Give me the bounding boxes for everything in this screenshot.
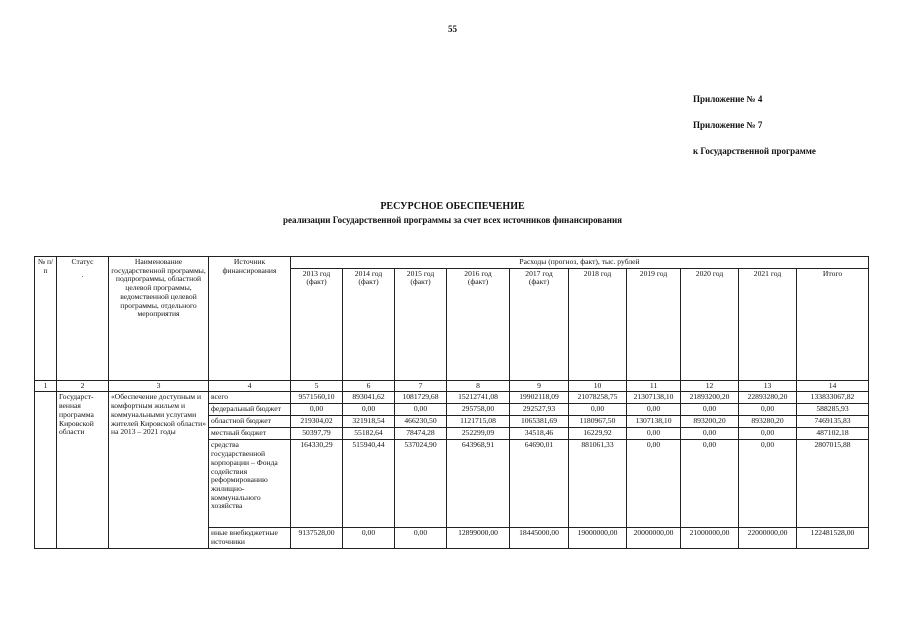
value-cell: 0,00 [343,404,395,416]
header-year-label: 2017 год [525,268,553,278]
value-cell: 164330,29 [291,440,343,528]
header-name: Наименование государственной программы, подпрограммы, областной целевой программы, ведомственной целевой программы, отдельного мероприятия [109,257,209,381]
source-cell: всего [209,392,291,404]
value-cell: 1081729,68 [395,392,447,404]
column-number: 13 [739,380,797,392]
column-number: 11 [627,380,681,392]
row-number-cell [35,392,57,548]
value-cell: 55182,64 [343,428,395,440]
value-cell: 1121715,08 [447,416,510,428]
value-cell: 9137528,00 [291,528,343,548]
appendix-line-2: Приложение № 7 [693,120,763,130]
value-cell: 321918,54 [343,416,395,428]
value-cell: 78474,28 [395,428,447,440]
header-year [627,268,681,380]
column-number: 14 [797,380,869,392]
value-cell: 487102,18 [797,428,869,440]
value-cell: 893280,20 [739,416,797,428]
header-row-top [35,257,869,269]
value-cell: 537024,90 [395,440,447,528]
value-cell: 0,00 [681,440,739,528]
value-cell: 0,00 [739,440,797,528]
column-number: 12 [681,380,739,392]
column-number-row [35,380,869,392]
header-year [510,268,569,380]
value-cell: 34518,46 [510,428,569,440]
value-cell: 7469135,83 [797,416,869,428]
value-cell: 1180967,50 [569,416,627,428]
appendix-line-3: к Государственной программе [693,146,816,156]
value-cell: 0,00 [739,428,797,440]
value-cell: 643968,91 [447,440,510,528]
value-cell: 21000000,00 [681,528,739,548]
document-title: РЕСУРСНОЕ ОБЕСПЕЧЕНИЕ [380,201,525,212]
header-source: Источник финансирования [209,257,291,381]
value-cell: 0,00 [343,528,395,548]
program-name-cell: «Обеспечение доступным и комфортным жильем и коммунальными услугами жителей Кировской области» на 2013 – 2021 годы [109,392,209,548]
resource-table [34,256,869,549]
value-cell: 0,00 [739,404,797,416]
column-number: 8 [447,380,510,392]
value-cell: 0,00 [681,428,739,440]
header-year-label: 2021 год [753,268,782,278]
value-cell: 219304,02 [291,416,343,428]
value-cell: 0,00 [569,404,627,416]
header-year-label: 2020 год [695,268,724,278]
column-number: 6 [343,380,395,392]
value-cell: 19902118,09 [510,392,569,404]
source-cell: федеральный бюджет [209,404,291,416]
header-year-label: 2014 год [354,268,383,278]
column-number: 2 [57,380,109,392]
header-year-note: (факт) [306,277,327,287]
value-cell: 22000000,00 [739,528,797,548]
table-body [35,380,869,548]
column-number: 1 [35,380,57,392]
header-year [739,268,797,380]
header-year-label: Итого [822,268,843,278]
header-year-label: 2019 год [639,268,668,278]
value-cell: 588285,93 [797,404,869,416]
value-cell: 20000000,00 [627,528,681,548]
value-cell: 16229,92 [569,428,627,440]
appendix-line-1: Приложение № 4 [693,94,763,104]
value-cell: 0,00 [627,428,681,440]
header-expenses: Расходы (прогноз, факт), тыс. рублей [291,257,869,269]
header-year-note: (факт) [410,277,431,287]
header-year [395,268,447,380]
value-cell: 64690,01 [510,440,569,528]
column-number: 7 [395,380,447,392]
header-status-label: Статус [71,257,94,266]
value-cell: 1065381,69 [510,416,569,428]
header-year [291,268,343,380]
header-year-label: 2016 год [464,268,492,278]
source-cell: местный бюджет [209,428,291,440]
value-cell: 0,00 [627,404,681,416]
page-number: 55 [448,24,457,34]
value-cell: 50397,79 [291,428,343,440]
value-cell: 0,00 [627,440,681,528]
column-number: 10 [569,380,627,392]
header-year-label: 2018 год [583,268,612,278]
value-cell: 0,00 [395,404,447,416]
column-number: 9 [510,380,569,392]
column-number: 5 [291,380,343,392]
value-cell: 0,00 [681,404,739,416]
value-cell: 0,00 [395,528,447,548]
table-row [35,392,869,404]
value-cell: 515940,44 [343,440,395,528]
header-year [447,268,510,380]
header-year [569,268,627,380]
header-year-note: (факт) [528,277,550,287]
header-year [681,268,739,380]
value-cell: 15212741,08 [447,392,510,404]
value-cell: 21078258,75 [569,392,627,404]
document-subtitle: реализации Государственной программы за счет всех источников финансирования [283,215,622,225]
header-year [343,268,395,380]
source-cell: областной бюджет [209,416,291,428]
value-cell: 21893200,20 [681,392,739,404]
value-cell: 18445000,00 [510,528,569,548]
source-cell: иные внебюджетные источники [209,528,291,548]
value-cell: 22893280,20 [739,392,797,404]
value-cell: 9571560,10 [291,392,343,404]
value-cell: 0,00 [291,404,343,416]
header-year-label: 2013 год [302,268,331,278]
value-cell: 133833067,82 [797,392,869,404]
header-status [57,257,109,381]
value-cell: 252299,09 [447,428,510,440]
value-cell: 466230,50 [395,416,447,428]
column-number: 4 [209,380,291,392]
header-year-label: 2015 год [406,268,435,278]
header-no: № п/п [35,257,57,381]
header-year-note: (факт) [467,277,489,287]
column-number: 3 [109,380,209,392]
value-cell: 292527,93 [510,404,569,416]
value-cell: 893200,20 [681,416,739,428]
value-cell: 881061,33 [569,440,627,528]
value-cell: 2807015,88 [797,440,869,528]
value-cell: 295758,00 [447,404,510,416]
value-cell: 1307138,10 [627,416,681,428]
value-cell: 19000000,00 [569,528,627,548]
value-cell: 21307138,10 [627,392,681,404]
value-cell: 122481528,00 [797,528,869,548]
header-year-note: (факт) [358,277,379,287]
value-cell: 893041,62 [343,392,395,404]
header-year [797,268,869,380]
source-cell: средства государственной корпорации – Фонда содействия реформированию жилищно-коммунального хозяйства [209,440,291,528]
status-cell: Государст-венная программа Кировской области [57,392,109,548]
value-cell: 12899000,00 [447,528,510,548]
header-status-mark: · [81,272,84,281]
